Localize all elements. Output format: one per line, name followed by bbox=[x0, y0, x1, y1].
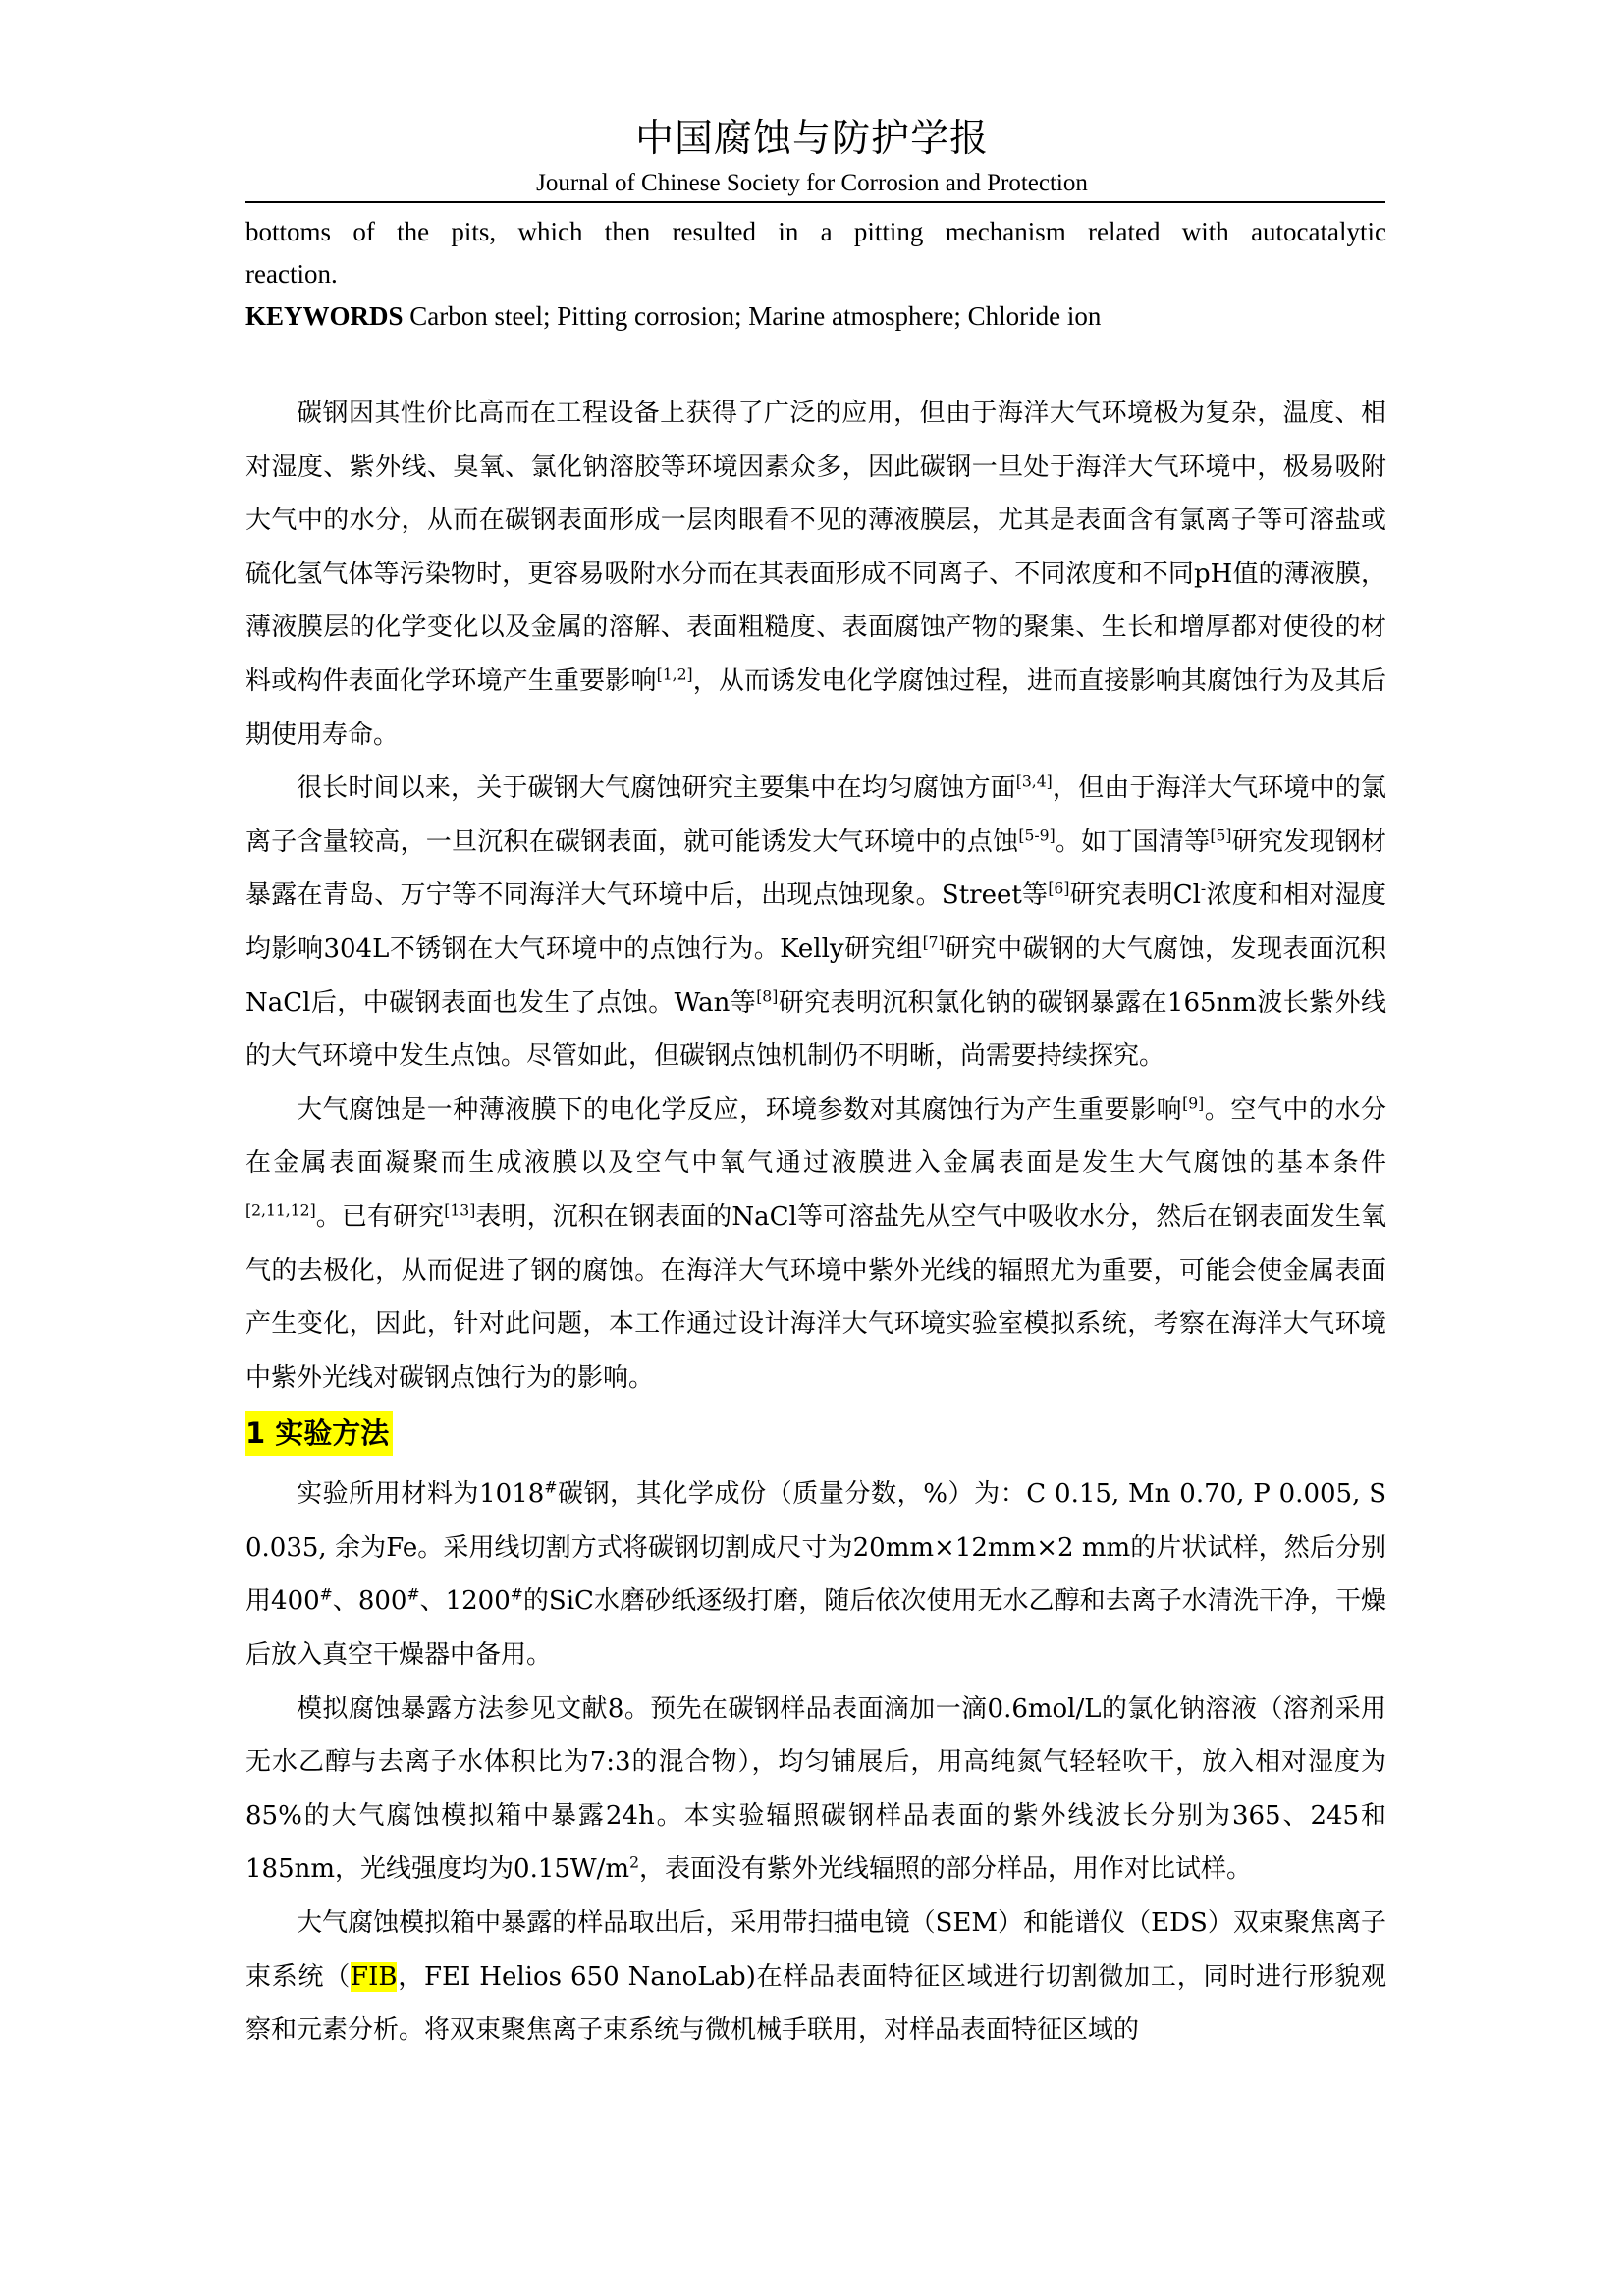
text-run: 大气腐蚀模拟箱中暴露的样品取出后，采用带扫描电镜（SEM）和能谱仪（EDS）双束聚焦离子束系统（ bbox=[245, 1908, 1386, 1992]
citation: [8] bbox=[756, 987, 779, 1005]
intro-paragraph-1 bbox=[245, 387, 1386, 762]
citation: [1,2] bbox=[656, 666, 693, 684]
header-rule bbox=[245, 201, 1385, 203]
method-paragraph-1 bbox=[245, 1468, 1386, 1682]
superscript-2: 2 bbox=[629, 1853, 639, 1872]
abstract-line-1: bottoms of the pits, which then resulted in a pitting mechanism related with autocatalytic bbox=[245, 217, 1386, 246]
method-paragraph-3 bbox=[245, 1896, 1386, 2057]
citation: [13] bbox=[444, 1201, 476, 1220]
text-run: ，但由于海洋大气环境中的氯离子含量较高，一旦沉积在碳钢表面，就可能诱发大气环境中的点蚀 bbox=[245, 774, 1386, 857]
citation: [6] bbox=[1048, 880, 1070, 898]
text-run: 研究发现钢材暴露在青岛、万宁等不同海洋大气环境中后，出现点蚀现象。Street等 bbox=[245, 827, 1386, 911]
text-run: 的SiC水磨砂纸逐级打磨，随后依次使用无水乙醇和去离子水清洗干净，干燥后放入真空干燥器中备用。 bbox=[245, 1586, 1386, 1671]
grit-mark: # bbox=[544, 1478, 558, 1497]
text-run: 。如丁国清等 bbox=[1055, 827, 1211, 857]
text-run: 。空气中的水分在金属表面凝聚而生成液膜以及空气中氧气通过液膜进入金属表面是发生大气腐蚀的基本条件 bbox=[245, 1095, 1386, 1179]
grit-mark: # bbox=[510, 1585, 523, 1604]
intro-paragraph-2 bbox=[245, 762, 1386, 1084]
text-run: ，从而诱发电化学腐蚀过程，进而直接影响其腐蚀行为及其后期使用寿命。 bbox=[245, 666, 1386, 750]
text-run: 、800 bbox=[332, 1586, 407, 1617]
text-run: 、1200 bbox=[419, 1586, 511, 1617]
journal-title-zh: 中国腐蚀与防护学报 bbox=[634, 117, 989, 161]
text-run: ，FEI Helios 650 NanoLab)在样品表面特征区域进行切割微加工，同时进行形貌观察和元素分析。将双束聚焦离子束系统与微机械手联用，对样品表面特征区域的 bbox=[245, 1961, 1386, 2046]
text-run: ，表面没有紫外光线辐照的部分样品，用作对比试样。 bbox=[638, 1854, 1252, 1885]
citation: [5-9] bbox=[1018, 827, 1056, 845]
keywords-label: KEYWORDS bbox=[245, 301, 404, 331]
intro-paragraph-3 bbox=[245, 1084, 1386, 1406]
grit-mark: # bbox=[319, 1585, 333, 1604]
method-paragraph-2 bbox=[245, 1682, 1386, 1896]
section-heading bbox=[245, 1407, 1386, 1460]
text-run: 很长时间以来，关于碳钢大气腐蚀研究主要集中在均匀腐蚀方面 bbox=[297, 774, 1016, 804]
text-run: 浓度和相对湿度均影响304L不锈钢在大气环境中的点蚀行为。Kelly研究组 bbox=[245, 881, 1386, 964]
text-run: 研究表明沉积氯化钠的碳钢暴露在165nm波长紫外线的大气环境中发生点蚀。尽管如此，但碳钢点蚀机制仍不明晰，尚需要持续探究。 bbox=[245, 988, 1387, 1072]
section-title: 1 实验方法 bbox=[245, 1411, 393, 1456]
text-run: 碳钢因其性价比高而在工程设备上获得了广泛的应用，但由于海洋大气环境极为复杂，温度、相对湿度、紫外线、臭氧、氯化钠溶胶等环境因素众多，因此碳钢一旦处于海洋大气环境中，极易吸附大气中的水分，从而在碳钢表面形成一层肉眼看不见的薄液膜层，尤其是表面含有氯离子等可溶盐或硫化氢气体等污染物时，更容易吸附水分而在其表面形成不同离子、不同浓度和不同pH值的薄液膜，薄液膜层的化学变化以及金属的溶解、表面粗糙度、表面腐蚀产物的聚集、生长和增厚都对使役的材料或构件表面化学环境产生重要影响 bbox=[245, 399, 1386, 696]
journal-title-en: Journal of Chinese Society for Corrosion and Protection bbox=[536, 170, 1088, 196]
keywords-text: Carbon steel; Pitting corrosion; Marine atmosphere; Chloride ion bbox=[403, 301, 1102, 331]
page-content bbox=[245, 211, 1386, 2057]
spacer bbox=[245, 338, 1386, 387]
grit-mark: # bbox=[406, 1585, 420, 1604]
text-run: 研究表明Cl bbox=[1069, 881, 1201, 911]
citation: [3,4] bbox=[1015, 773, 1053, 791]
abstract-line-2: reaction. bbox=[245, 259, 338, 289]
text-run: 碳钢，其化学成份（质量分数，%）为：C 0.15, Mn 0.70, P 0.005, S 0.035, 余为Fe。采用线切割方式将碳钢切割成尺寸为20mm×12mm×2 mm的片状试样，然后分别用400 bbox=[245, 1479, 1387, 1617]
text-run: 实验所用材料为1018 bbox=[297, 1479, 545, 1510]
citation: [5] bbox=[1210, 827, 1232, 845]
keywords-line bbox=[245, 295, 1386, 338]
citation: [2,11,12] bbox=[245, 1201, 316, 1220]
text-run: 大气腐蚀是一种薄液膜下的电化学反应，环境参数对其腐蚀行为产生重要影响 bbox=[297, 1095, 1183, 1125]
text-run: 。已有研究 bbox=[315, 1201, 445, 1232]
text-run: 模拟腐蚀暴露方法参见文献8。预先在碳钢样品表面滴加一滴0.6mol/L的氯化钠溶液（溶剂采用无水乙醇与去离子水体积比为7:3的混合物），均匀铺展后，用高纯氮气轻轻吹干，放入相对湿度为85%的大气腐蚀模拟箱中暴露24h。本实验辐照碳钢样品表面的紫外线波长分别为365、245和185nm，光线强度均为0.15W/m bbox=[245, 1693, 1386, 1885]
text-run: 研究中碳钢的大气腐蚀，发现表面沉积NaCl后，中碳钢表面也发生了点蚀。Wan等 bbox=[245, 934, 1386, 1018]
citation: [9] bbox=[1182, 1095, 1205, 1113]
superscript-minus: - bbox=[1200, 880, 1207, 898]
text-run: 表明，沉积在钢表面的NaCl等可溶盐先从空气中吸收水分，然后在钢表面发生氧气的去极化，从而促进了钢的腐蚀。在海洋大气环境中紫外光线的辐照尤为重要，可能会使金属表面产生变化，因此，针对此问题，本工作通过设计海洋大气环境实验室模拟系统，考察在海洋大气环境中紫外光线对碳钢点蚀行为的影响。 bbox=[245, 1201, 1386, 1393]
citation: [7] bbox=[922, 934, 945, 952]
fib-highlight: FIB bbox=[351, 1961, 398, 1992]
